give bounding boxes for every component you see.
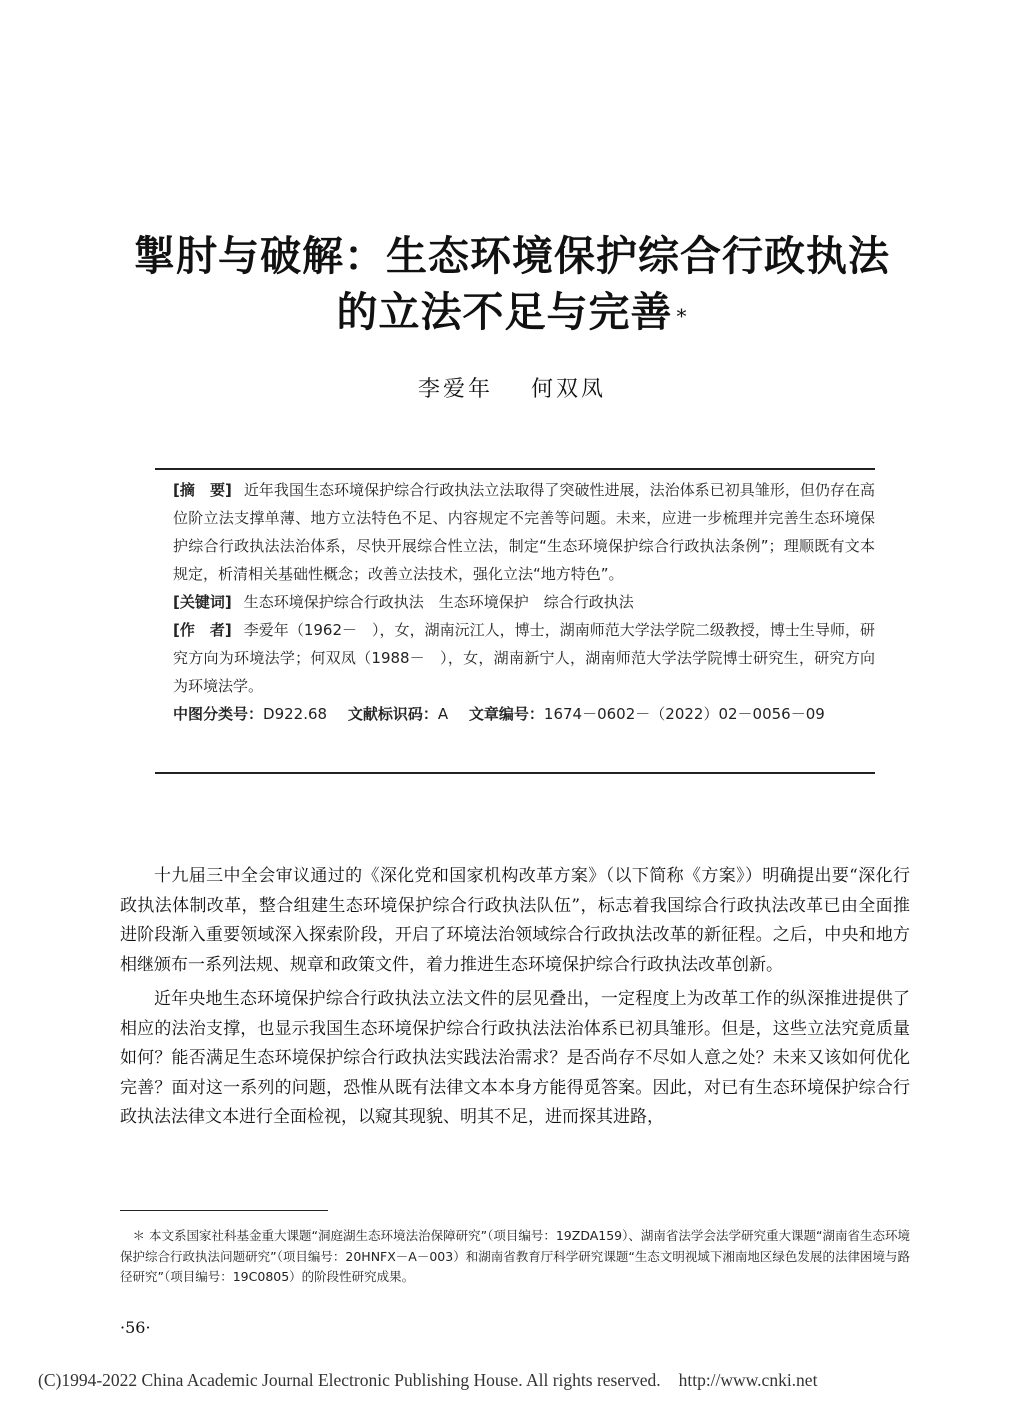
clc-value: D922.68 bbox=[263, 705, 328, 723]
page-number: ·56· bbox=[120, 1318, 151, 1337]
cnki-link[interactable]: http://www.cnki.net bbox=[678, 1370, 818, 1390]
keywords-text: 生态环境保护综合行政执法 生态环境保护 综合行政执法 bbox=[243, 593, 634, 611]
doc-code-value: A bbox=[437, 705, 449, 723]
title-line-2-text: 的立法不足与完善 bbox=[336, 288, 673, 336]
abstract-paragraph bbox=[155, 476, 875, 588]
copyright-line bbox=[38, 1370, 817, 1391]
abstract-top-rule bbox=[155, 468, 875, 470]
title-line-1: 掣肘与破解：生态环境保护综合行政执法 bbox=[134, 232, 890, 280]
abstract-box bbox=[155, 476, 875, 728]
title-line-2 bbox=[0, 284, 1024, 340]
classification-line bbox=[155, 700, 875, 728]
body-paragraph-1: 十九届三中全会审议通过的《深化党和国家机构改革方案》（以下简称《方案》）明确提出要“深化行政执法体制改革，整合组建生态环境保护综合行政执法队伍”，标志着我国综合行政执法改革已由全面推进阶段渐入重要领域深入探索阶段，开启了环境法治领域综合行政执法改革的新征程。之后，中央和地方相继颁布一系列法规、规章和政策文件，着力推进生态环境保护综合行政执法改革创新。 bbox=[120, 866, 910, 975]
copyright-text: (C)1994-2022 China Academic Journal Electronic Publishing House. All rights reserved. bbox=[38, 1370, 661, 1390]
author-info-text: 李爱年（1962－ ），女，湖南沅江人，博士，湖南师范大学法学院二级教授，博士生导师，研究方向为环境法学；何双凤（1988－ ），女，湖南新宁人，湖南师范大学法学院博士研究生，研究方向为环境法学。 bbox=[173, 621, 875, 695]
footnote-text: ＊ 本文系国家社科基金重大课题“洞庭湖生态环境法治保障研究”（项目编号：19ZDA159）、湖南省法学会法学研究重大课题“湖南省生态环境保护综合行政执法问题研究”（项目编号：20HNFX－A－003）和湖南省教育厅科学研究课题“生态文明视域下湘南地区绿色发展的法律困境与路径研究”（项目编号：19C0805）的阶段性研究成果。 bbox=[120, 1228, 910, 1284]
abstract-label: [摘 要] bbox=[173, 481, 232, 499]
body-paragraph-2: 近年央地生态环境保护综合行政执法立法文件的层见叠出，一定程度上为改革工作的纵深推进提供了相应的法治支撑，也显示我国生态环境保护综合行政执法法治体系已初具雏形。但是，这些立法究竟质量如何？能否满足生态环境保护综合行政执法实践法治需求？是否尚存不尽如人意之处？未来又该如何优化完善？面对这一系列的问题，恐惟从既有法律文本本身方能得觅答案。因此，对已有生态环境保护综合行政执法法律文本进行全面检视，以窥其现貌、明其不足，进而探其进路， bbox=[120, 989, 910, 1127]
author-line bbox=[0, 372, 1024, 403]
author-1: 李爱年 bbox=[417, 377, 493, 402]
keywords-paragraph bbox=[155, 588, 875, 616]
article-number-value: 1674－0602－（2022）02－0056－09 bbox=[543, 705, 825, 723]
abstract-text: 近年我国生态环境保护综合行政执法立法取得了突破性进展，法治体系已初具雏形，但仍存在高位阶立法支撑单薄、地方立法特色不足、内容规定不完善等问题。未来，应进一步梳理并完善生态环境保护综合行政执法法治体系，尽快开展综合性立法，制定“生态环境保护综合行政执法条例”；理顺既有文本规定，析清相关基础性概念；改善立法技术，强化立法“地方特色”。 bbox=[173, 481, 875, 583]
article-number-label: 文章编号： bbox=[468, 705, 544, 723]
doc-code-label: 文献标识码： bbox=[347, 705, 438, 723]
author-info-paragraph bbox=[155, 616, 875, 700]
clc-label: 中图分类号： bbox=[173, 705, 264, 723]
author-2: 何双凤 bbox=[531, 377, 607, 402]
title-footnote-mark: * bbox=[676, 304, 688, 328]
footnote-rule bbox=[120, 1210, 328, 1211]
footnote bbox=[120, 1226, 910, 1288]
author-info-label: [作 者] bbox=[173, 621, 232, 639]
body-text bbox=[120, 862, 910, 1138]
abstract-bottom-rule bbox=[155, 772, 875, 774]
keywords-label: [关键词] bbox=[173, 593, 232, 611]
article-title bbox=[0, 228, 1024, 340]
